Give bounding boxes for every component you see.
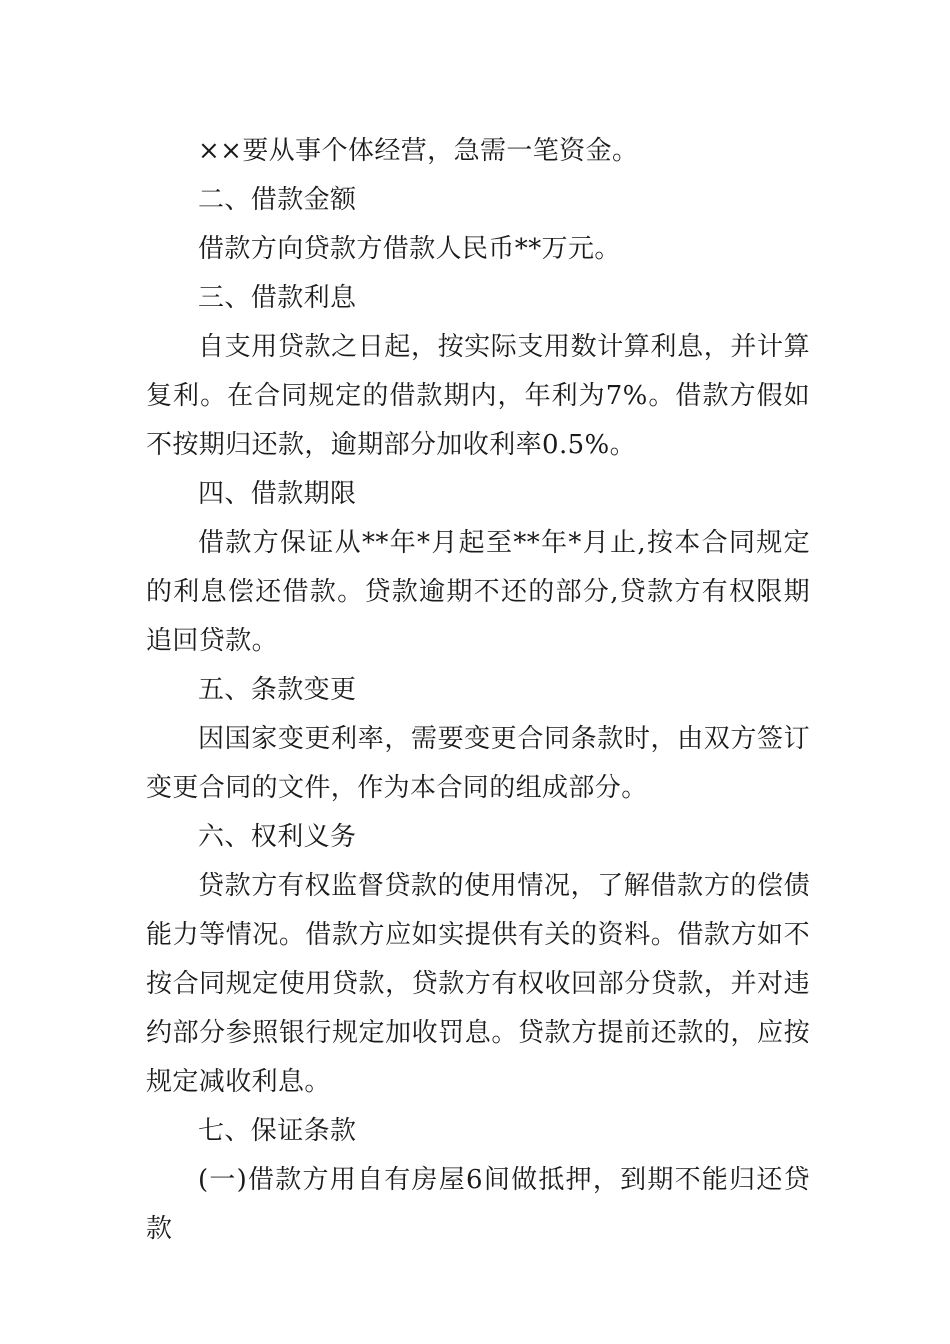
paragraph-purpose: ××要从事个体经营，急需一笔资金。 [198, 136, 639, 166]
heading-loan-amount: 二、借款金额 [198, 185, 357, 215]
heading-loan-interest: 三、借款利息 [198, 283, 357, 313]
paragraph-loan-amount: 借款方向贷款方借款人民币**万元。 [198, 234, 621, 264]
paragraph-loan-interest: 自支用贷款之日起，按实际支用数计算利息，并计算复利。在合同规定的借款期内，年利为7%。借款方假如不按期归还款，逾期部分加收利率0.5%。 [146, 332, 810, 460]
heading-clause-change: 五、条款变更 [198, 675, 357, 705]
heading-guarantee-clause: 七、保证条款 [198, 1116, 357, 1146]
paragraph-guarantee-clause: (一)借款方用自有房屋6间做抵押，到期不能归还贷款 [146, 1165, 810, 1244]
document-body [146, 127, 810, 1254]
heading-rights-obligations: 六、权利义务 [198, 822, 357, 852]
heading-loan-term: 四、借款期限 [198, 479, 357, 509]
paragraph-loan-term: 借款方保证从**年*月起至**年*月止,按本合同规定的利息偿还借款。贷款逾期不还的部分,贷款方有权限期追回贷款。 [146, 528, 810, 656]
paragraph-rights-obligations: 贷款方有权监督贷款的使用情况，了解借款方的偿债能力等情况。借款方应如实提供有关的资料。借款方如不按合同规定使用贷款，贷款方有权收回部分贷款，并对违约部分参照银行规定加收罚息。贷款方提前还款的，应按规定减收利息。 [146, 871, 810, 1097]
paragraph-clause-change: 因国家变更利率，需要变更合同条款时，由双方签订变更合同的文件，作为本合同的组成部分。 [146, 724, 810, 803]
